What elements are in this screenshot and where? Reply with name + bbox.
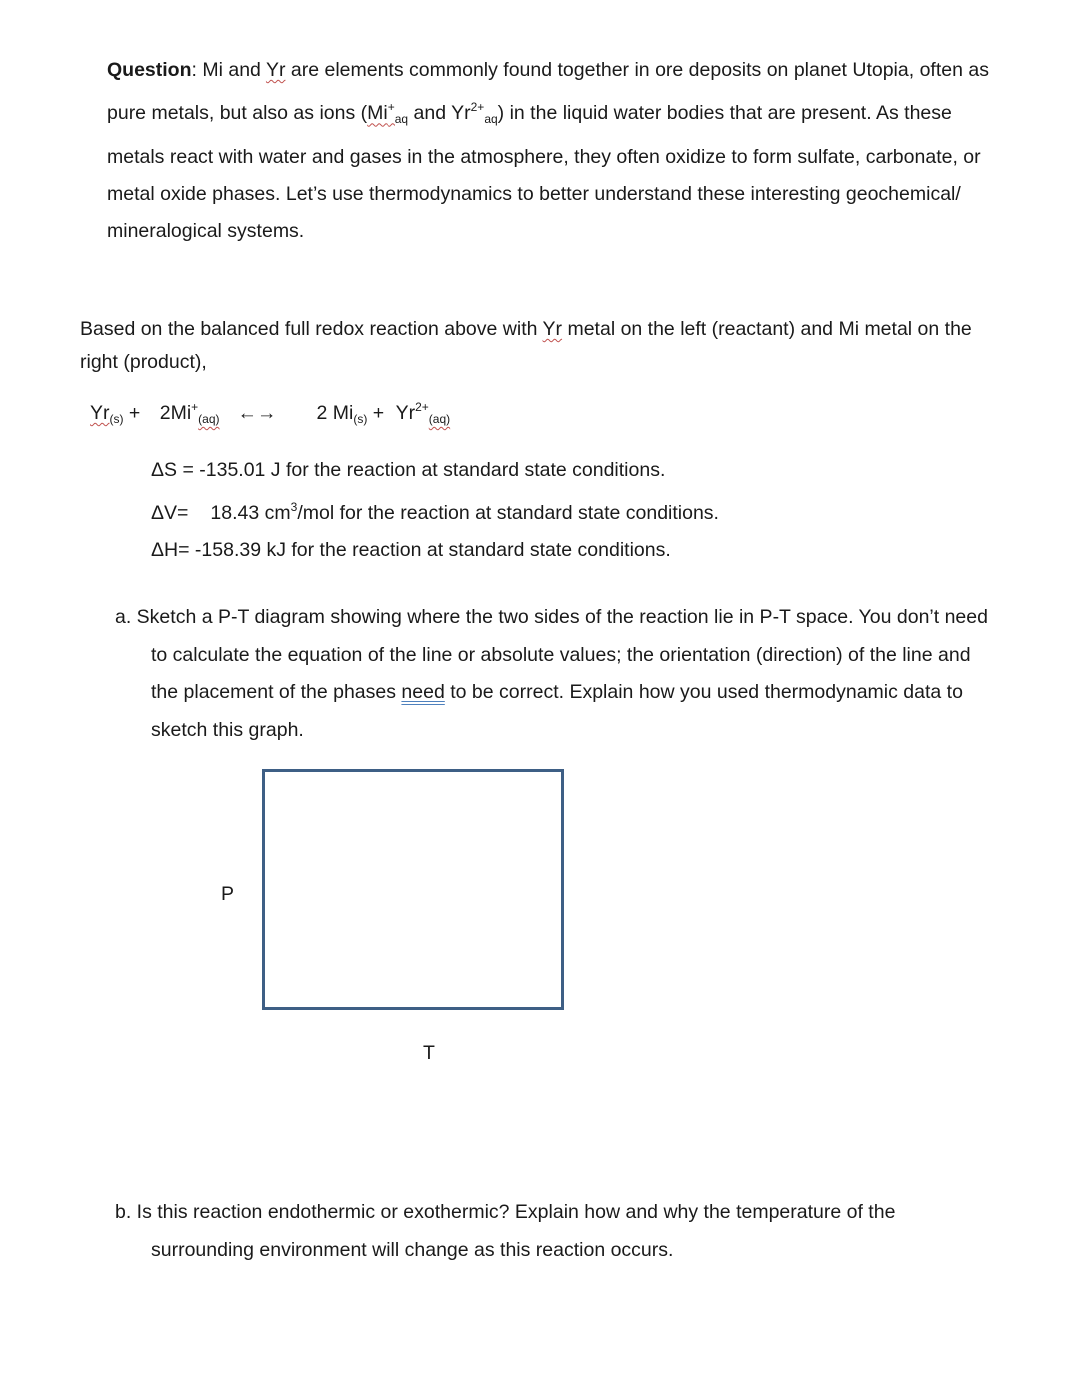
yr-symbol: Yr <box>265 59 286 81</box>
reaction-intro-text-2: metal on the left (reactant) and Mi metal on the right (product), <box>80 318 972 373</box>
product-mi-state: (s) <box>353 412 368 426</box>
delta-v-value: 18.43 cm <box>210 502 291 524</box>
delta-v-exponent: 3 <box>290 500 298 514</box>
reactant-yr-state: (s) <box>109 412 124 426</box>
pt-diagram-box[interactable] <box>262 769 564 1010</box>
question-paragraph <box>107 52 1007 250</box>
reactant-yr <box>90 402 124 424</box>
mi-ion-charge: + <box>387 100 395 115</box>
question-text-1: : Mi and <box>191 59 266 81</box>
part-a-question <box>115 599 995 749</box>
delta-v-unit: /mol for the reaction at standard state conditions. <box>297 502 719 524</box>
reactant-mi-state: (aq) <box>198 412 220 426</box>
mi-ion-symbol <box>367 100 409 127</box>
mi-ion-base: Mi <box>367 102 388 125</box>
thermo-data <box>151 452 719 569</box>
yr-ion-charge: 2+ <box>470 100 485 115</box>
question-label: Question <box>107 59 192 81</box>
part-a-text-1: a. Sketch a P-T diagram showing where the two sides of the reaction lie in P-T space. You don’t need to calculate the equation of the line or absolute values; the orientation (direction) of the line and the placement of the phases <box>115 606 988 703</box>
product-mi: 2 Mi <box>316 402 354 424</box>
part-a-text <box>115 599 995 749</box>
delta-v-line <box>151 489 719 532</box>
delta-h-line: ΔH= -158.39 kJ for the reaction at standard state conditions. <box>151 539 671 561</box>
temperature-axis-label: T <box>423 1042 435 1064</box>
yr-ion-state: aq <box>484 112 498 127</box>
question-text-4: ) in the liquid water bodies that are present. As these metals react with water and gases in the atmosphere, they often oxidize to form sulfate, carbonate, or metal oxide phases. Let’s use thermodynamics to better understand these interesting geochemical/ mineralogical systems. <box>107 102 981 243</box>
equilibrium-arrow-icon: ←→ <box>237 402 277 424</box>
reaction-intro <box>80 313 1010 379</box>
product-yr: Yr <box>395 402 416 424</box>
pressure-axis-label: P <box>221 883 235 905</box>
reactant-mi-charge: + <box>191 400 199 414</box>
reactant-yr-base: Yr <box>90 402 110 424</box>
reactant-mi: 2Mi <box>159 402 192 424</box>
question-text-3: and Yr <box>408 102 471 125</box>
reaction-intro-text-1: Based on the balanced full redox reaction above with <box>80 318 543 340</box>
product-yr-charge: 2+ <box>415 400 429 414</box>
delta-s-line: ΔS = -135.01 J for the reaction at standard state conditions. <box>151 459 666 481</box>
part-b-question <box>115 1194 995 1269</box>
mi-ion-state: aq <box>394 112 409 127</box>
product-yr-state: (aq) <box>428 412 451 426</box>
reaction-equation <box>90 400 450 426</box>
delta-v-label: ΔV= <box>151 502 189 524</box>
part-b-text: b. Is this reaction endothermic or exothermic? Explain how and why the temperature of the surrounding environment will change as this reaction occurs. <box>115 1201 896 1261</box>
part-a-need: need <box>401 681 445 703</box>
plus-sign: + <box>123 402 146 424</box>
question-text-2: are elements commonly found together in ore deposits on planet Utopia, often as pure metals, but also as ions ( <box>107 59 989 125</box>
reaction-intro-yr: Yr <box>542 318 563 340</box>
plus-sign: + <box>367 402 390 424</box>
part-a-text-2: to be correct. Explain how you used thermodynamic data to sketch this graph. <box>151 681 963 741</box>
